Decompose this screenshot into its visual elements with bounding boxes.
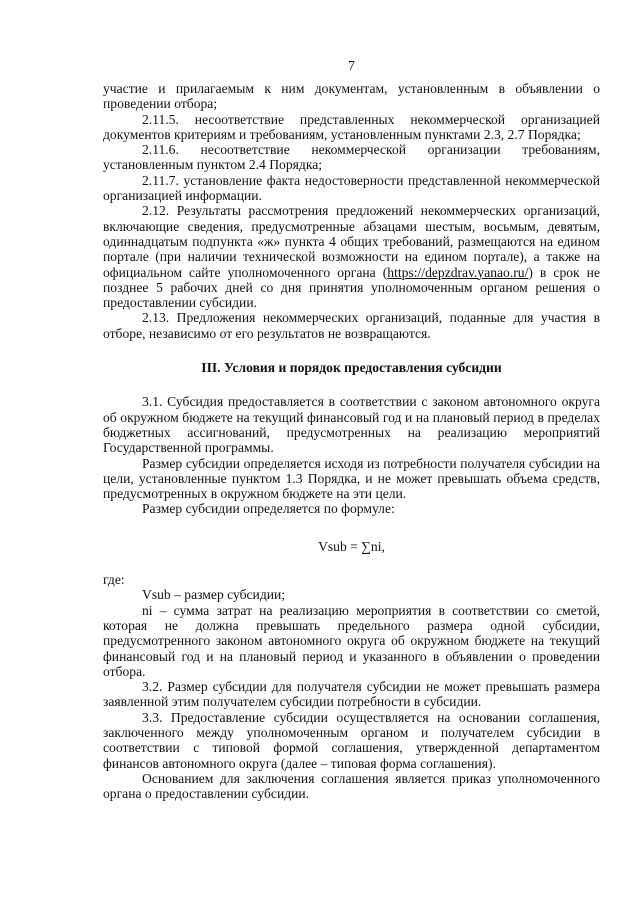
paragraph-formula-intro: Размер субсидии определяется по формуле: — [142, 501, 395, 517]
paragraph-basis: Основанием для заключения соглашения является приказ уполномоченного органа о предоставлении субсидии. — [103, 770, 600, 802]
paragraph-2-12-text: 2.12. Результаты рассмотрения предложений некоммерческих организаций, включающие сведения, предусмотренные абзацами шестым, восьмым, девятым, одиннадцатым подпункта «ж» пункта 4 общих требований, размещаются на едином портале (при наличии технической возможности на едином портале), а также на официальном сайте уполномоченного органа ( — [103, 203, 600, 280]
paragraph-vsub-definition: Vsub – размер субсидии; — [142, 587, 286, 603]
paragraph-2-12 — [103, 203, 600, 310]
page-number: 7 — [348, 58, 355, 73]
subsidy-formula: Vsub = ∑ni, — [318, 538, 385, 554]
section-title: III. Условия и порядок предоставления субсидии — [201, 360, 502, 376]
paragraph-2-13: 2.13. Предложения некоммерческих организаций, поданные для участия в отборе, независимо от его результатов не возвращаются. — [103, 310, 600, 341]
paragraph-3-2: 3.2. Размер субсидии для получателя субсидии не может превышать размера заявленной этим получателем субсидии потребности в субсидии. — [103, 679, 600, 710]
paragraph-2-11-6: 2.11.6. несоответствие некоммерческой организации требованиям, установленным пунктом 2.4 Порядка; — [103, 142, 600, 173]
paragraph-2-11-7: 2.11.7. установление факта недостоверности представленной некоммерческой организацией информации. — [103, 172, 600, 204]
website-link[interactable]: https://depzdrav.yanao.ru/ — [387, 264, 529, 280]
paragraph-ni-definition: ni – сумма затрат на реализацию мероприятия в соответствии со сметой, которая не должна превышать предельного размера одной субсидии, предусмотренного законом автономного округа об окружном бюджете на текущий финансовый год и на плановый период и указанного в объявлении о проведении отбора. — [103, 602, 600, 679]
paragraph-where: где: — [103, 572, 125, 588]
paragraph-2-11-5: 2.11.5. несоответствие представленных некоммерческой организацией документов критериям и требованиям, установленным пунктами 2.3, 2.7 Порядка; — [103, 111, 600, 142]
document-body — [103, 81, 600, 801]
paragraph-3-1: 3.1. Субсидия предоставляется в соответствии с законом автономного округа об окружном бюджете на текущий финансовый год и на плановый период в пределах бюджетных ассигнований, предусмотренных на реализацию мероприятий Государственной программы. — [103, 394, 600, 456]
paragraph-subsidy-size: Размер субсидии определяется исходя из потребности получателя субсидии на цели, установленные пунктом 1.3 Порядка, и не может превышать объема средств, предусмотренных в окружном бюджете на эти цели. — [103, 455, 600, 502]
paragraph-2-12-text-end: ) в срок не позднее 5 рабочих дней со дня принятия уполномоченным органом решения о предоставлении субсидии. — [103, 264, 600, 311]
paragraph-3-3: 3.3. Предоставление субсидии осуществляется на основании соглашения, заключенного между уполномоченным органом и получателем субсидии в соответствии с типовой формой соглашения, утвержденной департаментом финансов автономного округа (далее – типовая форма соглашения). — [103, 709, 600, 771]
paragraph-continuation: участие и прилагаемым к ним документам, установленным в объявлении о проведении отбора; — [103, 81, 600, 112]
